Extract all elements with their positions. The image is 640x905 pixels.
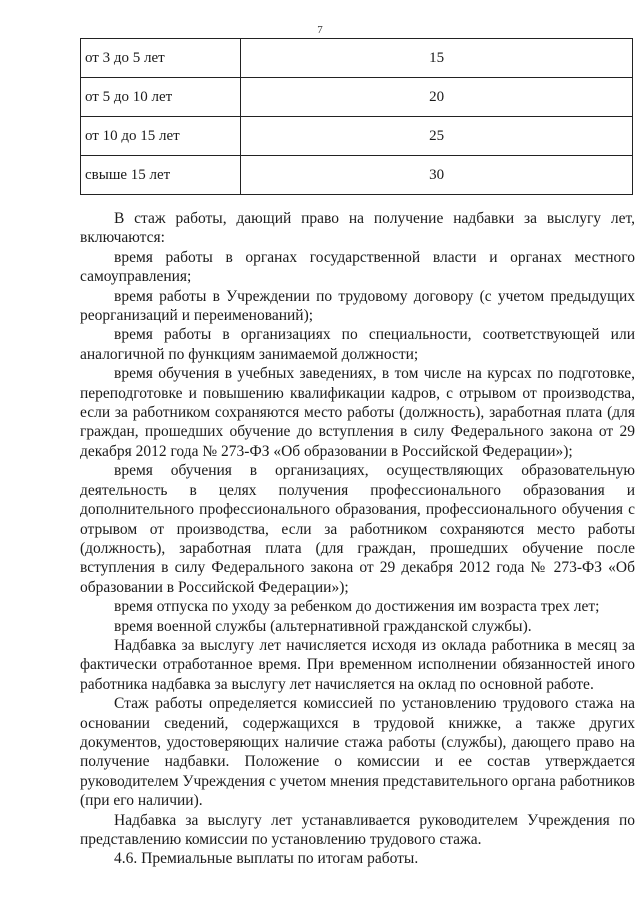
seniority-range-cell: от 10 до 15 лет <box>81 117 241 156</box>
section-heading-4-6: 4.6. Премиальные выплаты по итогам работы. <box>114 850 419 868</box>
document-body <box>80 209 635 869</box>
paragraph-parental-leave: время отпуска по уходу за ребенком до достижения им возраста трех лет; <box>114 598 600 616</box>
table-row <box>81 39 633 78</box>
table-row <box>81 78 633 117</box>
seniority-range-cell: от 5 до 10 лет <box>81 78 241 117</box>
paragraph-bonus-calculation: Надбавка за выслугу лет начисляется исходя из оклада работника в месяц за фактически отработанное время. При временном исполнении обязанностей иного работника надбавка за выслугу лет начисляется на оклад по основной работе. <box>80 636 635 693</box>
seniority-range-cell: от 3 до 5 лет <box>81 39 241 78</box>
paragraph-seniority-intro: В стаж работы, дающий право на получение надбавки за выслугу лет, включаются: <box>80 210 635 247</box>
paragraph-commission: Стаж работы определяется комиссией по установлению трудового стажа на основании сведений, содержащихся в трудовой книжке, а также других документов, удостоверяющих наличие стажа работы (службы), дающего право на получение надбавки. Положение о комиссии и ее состав утверждается руководителем Учреждения с учетом мнения представительного органа работников (при его наличии). <box>80 695 635 810</box>
paragraph-study-after-law: время обучения в организациях, осуществляющих образовательную деятельность в целях получения профессионального образования и дополнительного профессионального образования, профессионального обучения с отрывом от производства, если за работником сохраняются место работы (должность), заработная плата (для граждан, прошедших обучение после вступления в силу Федерального закона от 29 декабря 2012 года № 273-ФЗ «Об образовании в Российской Федерации»); <box>80 462 635 596</box>
bonus-percent-cell: 15 <box>241 39 633 78</box>
page-number: 7 <box>317 24 323 36</box>
paragraph-government-service: время работы в органах государственной власти и органах местного самоуправления; <box>80 248 635 286</box>
seniority-bonus-table <box>80 38 633 195</box>
paragraph-related-organizations: время работы в организациях по специальности, соответствующей или аналогичной по функциям занимаемой должности; <box>80 326 635 363</box>
bonus-percent-cell: 30 <box>241 156 633 195</box>
bonus-percent-cell: 20 <box>241 78 633 117</box>
table-row <box>81 117 633 156</box>
table-row <box>81 156 633 195</box>
paragraph-military-service: время военной службы (альтернативной гражданской службы). <box>114 617 532 635</box>
paragraph-institution-work: время работы в Учреждении по трудовому договору (с учетом предыдущих реорганизаций и переименований); <box>80 287 635 325</box>
paragraph-study-before-law: время обучения в учебных заведениях, в том числе на курсах по подготовке, переподготовке и повышению квалификации кадров, с отрывом от производства, если за работником сохраняются место работы (должность), заработная плата (для граждан, прошедших обучение до вступления в силу Федерального закона от 29 декабря 2012 года № 273-ФЗ «Об образовании в Российской Федерации»); <box>80 365 635 460</box>
paragraph-bonus-approval: Надбавка за выслугу лет устанавливается руководителем Учреждения по представлению комиссии по установлению трудового стажа. <box>80 811 635 848</box>
seniority-range-cell: свыше 15 лет <box>81 156 241 195</box>
bonus-percent-cell: 25 <box>241 117 633 156</box>
